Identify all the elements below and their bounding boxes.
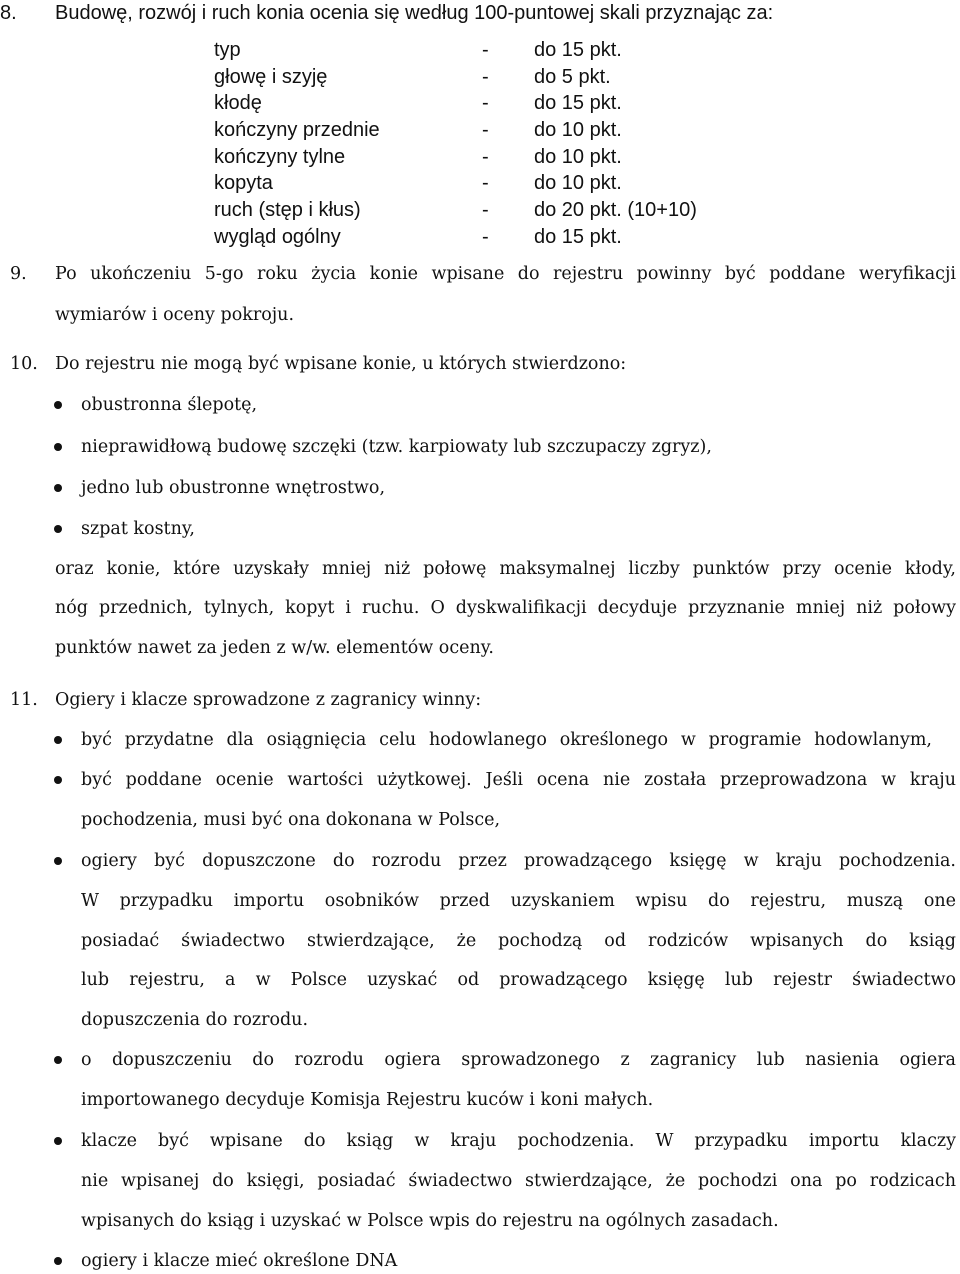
table-row bbox=[0, 170, 960, 197]
paragraph-line: oraz konie, które uzyskały mniej niż połowę maksymalnej liczby punktów przy ocenie kłody, bbox=[55, 559, 956, 579]
score-table bbox=[0, 37, 960, 251]
bullet-icon bbox=[54, 1257, 62, 1265]
dash: - bbox=[482, 119, 489, 142]
criterion: kłodę bbox=[214, 92, 262, 115]
bullet-icon bbox=[54, 484, 62, 492]
list-item: nieprawidłową budowę szczęki (tzw. karpiowaty lub szczupaczy zgryz), bbox=[81, 437, 712, 457]
table-row bbox=[0, 37, 960, 64]
dash: - bbox=[482, 225, 489, 248]
bullet-icon bbox=[54, 401, 62, 409]
list-item: klacze być wpisane do ksiąg w kraju pochodzenia. W przypadku importu klaczy bbox=[81, 1131, 956, 1151]
criterion: kończyny tylne bbox=[214, 145, 346, 168]
list-item-line: pochodzenia, musi być ona dokonana w Polsce, bbox=[81, 810, 501, 830]
section-intro: Ogiery i klacze sprowadzone z zagranicy winny: bbox=[55, 690, 482, 710]
bullet-icon bbox=[54, 736, 62, 744]
list-item: jedno lub obustronne wnętrostwo, bbox=[81, 478, 386, 498]
bullet-icon bbox=[54, 857, 62, 865]
table-row bbox=[0, 144, 960, 171]
dash: - bbox=[482, 92, 489, 115]
list-item-line: wpisanych do ksiąg i uzyskać w Polsce wpis do rejestru na ogólnych zasadach. bbox=[81, 1211, 779, 1231]
section-number: 10. bbox=[10, 354, 38, 374]
paragraph-line: punktów nawet za jeden z w/w. elementów oceny. bbox=[55, 638, 494, 658]
criterion: wygląd ogólny bbox=[214, 225, 341, 248]
list-item-line: nie wpisanej do księgi, posiadać świadectwo stwierdzające, że pochodzi ona po rodzicach bbox=[81, 1171, 956, 1191]
points: do 5 pkt. bbox=[534, 65, 611, 88]
points: do 20 pkt. (10+10) bbox=[534, 199, 697, 222]
criterion: kończyny przednie bbox=[214, 119, 380, 142]
bullet-icon bbox=[54, 443, 62, 451]
points: do 10 pkt. bbox=[534, 172, 622, 195]
section-number: 9. bbox=[10, 264, 27, 284]
bullet-icon bbox=[54, 1056, 62, 1064]
list-item: szpat kostny, bbox=[81, 519, 195, 539]
paragraph-line: nóg przednich, tylnych, kopyt i ruchu. O dyskwalifikacji decyduje przyznanie mniej niż połowy bbox=[55, 598, 956, 618]
dash: - bbox=[482, 172, 489, 195]
points: do 15 pkt. bbox=[534, 92, 622, 115]
list-item-line: lub rejestru, a w Polsce uzyskać od prowadzącego księgę lub rejestr świadectwo bbox=[81, 970, 956, 990]
table-row bbox=[0, 197, 960, 224]
points: do 10 pkt. bbox=[534, 119, 622, 142]
paragraph-line: wymiarów i oceny pokroju. bbox=[55, 305, 295, 325]
points: do 10 pkt. bbox=[534, 145, 622, 168]
points: do 15 pkt. bbox=[534, 225, 622, 248]
table-row bbox=[0, 117, 960, 144]
list-item-line: importowanego decyduje Komisja Rejestru kuców i koni małych. bbox=[81, 1090, 654, 1110]
section-8-heading bbox=[0, 0, 960, 26]
bullet-icon bbox=[54, 1137, 62, 1145]
list-item: ogiery i klacze mieć określone DNA bbox=[81, 1251, 398, 1271]
criterion: ruch (stęp i kłus) bbox=[214, 199, 361, 222]
list-item: ogiery być dopuszczone do rozrodu przez prowadzącego księgę w kraju pochodzenia. bbox=[81, 851, 956, 871]
paragraph-line: Po ukończeniu 5-go roku życia konie wpisane do rejestru powinny być poddane weryfikacji bbox=[55, 264, 956, 284]
section-number: 8. bbox=[0, 2, 17, 24]
criterion: kopyta bbox=[214, 172, 273, 195]
dash: - bbox=[482, 65, 489, 88]
section-intro: Do rejestru nie mogą być wpisane konie, u których stwierdzono: bbox=[55, 354, 627, 374]
criterion: typ bbox=[214, 39, 241, 61]
bullet-icon bbox=[54, 776, 62, 784]
section-text: Budowę, rozwój i ruch konia ocenia się według 100-puntowej skali przyznając za: bbox=[55, 2, 774, 24]
points: do 15 pkt. bbox=[534, 39, 622, 61]
list-item: o dopuszczeniu do rozrodu ogiera sprowadzonego z zagranicy lub nasienia ogiera bbox=[81, 1050, 956, 1070]
dash: - bbox=[482, 39, 489, 61]
section-number: 11. bbox=[10, 690, 38, 710]
table-row bbox=[0, 224, 960, 251]
list-item-line: posiadać świadectwo stwierdzające, że pochodzą od rodziców wpisanych do ksiąg bbox=[81, 931, 956, 951]
list-item: być przydatne dla osiągnięcia celu hodowlanego określonego w programie hodowlanym, bbox=[81, 730, 932, 750]
list-item: obustronna ślepotę, bbox=[81, 395, 258, 415]
list-item-line: W przypadku importu osobników przed uzyskaniem wpisu do rejestru, muszą one bbox=[81, 891, 956, 911]
list-item-line: dopuszczenia do rozrodu. bbox=[81, 1010, 309, 1030]
table-row bbox=[0, 90, 960, 117]
dash: - bbox=[482, 199, 489, 222]
criterion: głowę i szyję bbox=[214, 65, 328, 88]
bullet-icon bbox=[54, 525, 62, 533]
table-row bbox=[0, 64, 960, 91]
dash: - bbox=[482, 145, 489, 168]
list-item: być poddane ocenie wartości użytkowej. Jeśli ocena nie została przeprowadzona w kraju bbox=[81, 770, 956, 790]
